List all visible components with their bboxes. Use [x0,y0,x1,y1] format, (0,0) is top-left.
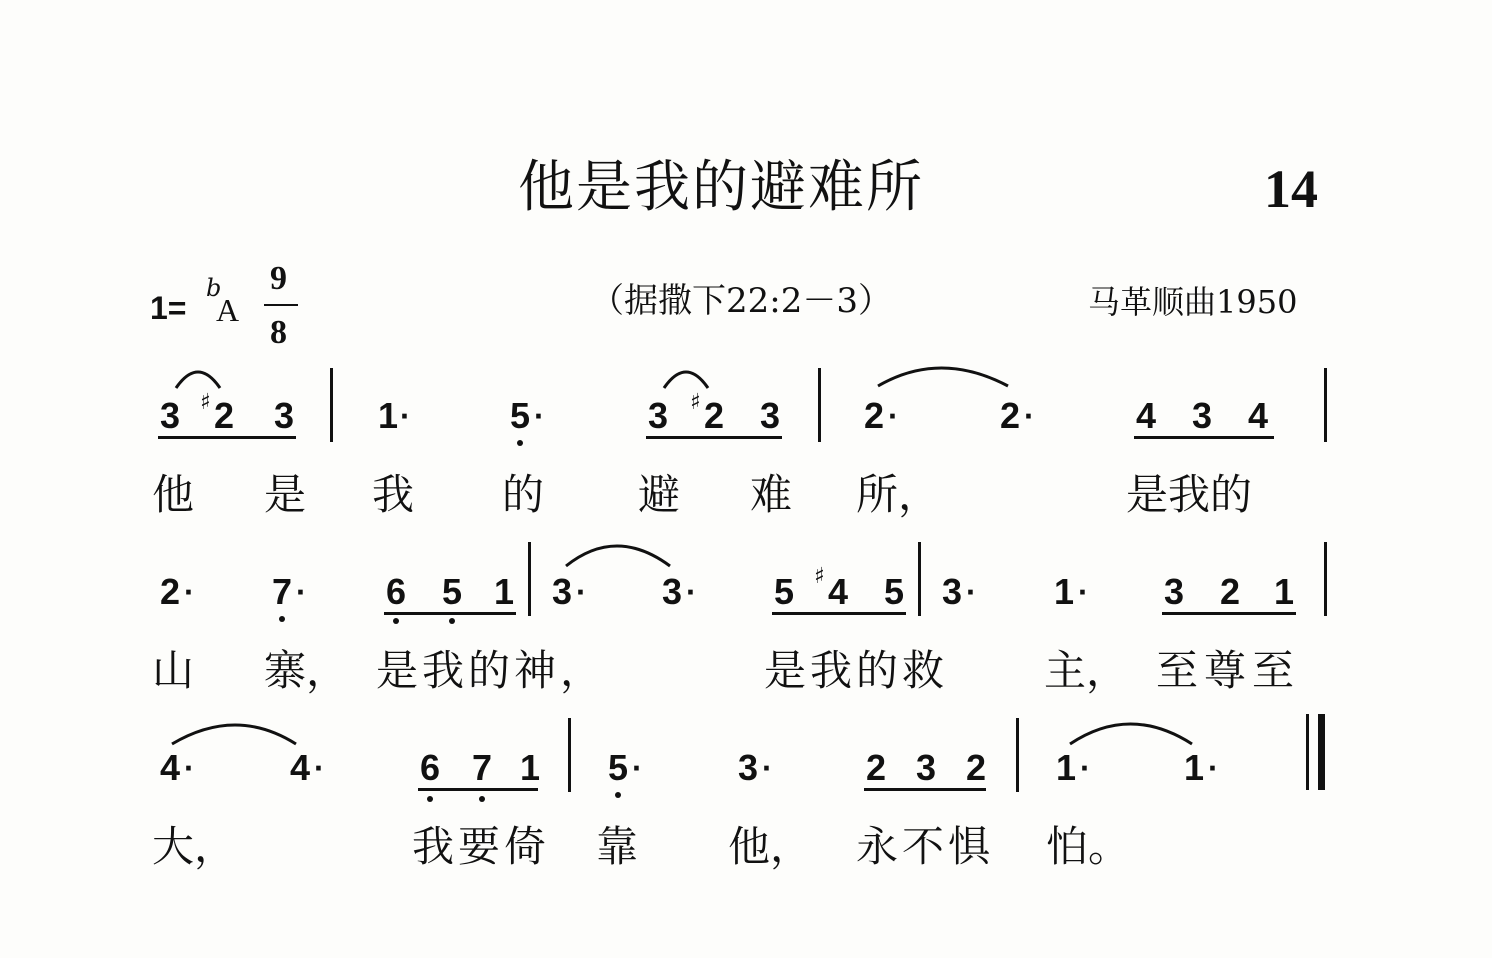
note: 2 [966,747,987,788]
lyric: 是 [264,470,307,519]
lyric: 永不惧 [856,822,995,871]
song-number: 14 [1264,159,1318,219]
note: 2 [866,747,887,788]
tie [172,725,296,744]
sharp-sign: ♯ [690,390,701,415]
note: 2 [214,395,235,436]
sharp-sign: ♯ [200,390,211,415]
song-title: 他是我的避难所 [518,155,924,220]
duration-dot: · [400,398,411,434]
lyric: 是我的救 [764,646,949,695]
composer-credit: 马革顺曲1950 [1088,283,1298,321]
note: 2 [1000,395,1021,436]
note: 2 [864,395,885,436]
note: 3 [160,395,181,436]
tie [566,546,670,566]
lyric: 我 [372,470,415,519]
lyric: 怕。 [1046,822,1131,871]
note: 4 [1136,395,1157,436]
duration-dot: · [632,750,643,786]
note: 2 [160,571,181,612]
duration-dot: · [184,750,195,786]
tie [878,368,1008,386]
key-signature-label: 1= [150,290,187,326]
note: 6 [420,747,441,788]
note: 3 [552,571,573,612]
note: 1 [378,395,399,436]
scripture-source: （据撒下22:2－3） [590,281,892,321]
note: 7 [272,571,293,612]
duration-dot: · [762,750,773,786]
note: 7 [472,747,493,788]
slur [176,372,220,388]
lyric: 寨， [264,646,349,695]
duration-dot: · [314,750,325,786]
sharp-sign: ♯ [814,564,825,589]
note: 3 [738,747,759,788]
duration-dot: · [966,574,977,610]
duration-dot: · [296,574,307,610]
note: 2 [704,395,725,436]
lyric: 的 [502,470,545,519]
duration-dot: · [184,574,195,610]
note: 2 [1220,571,1241,612]
lyric: 大， [152,822,237,871]
note: 5 [510,395,531,436]
lyric: 我要倚 [412,822,551,871]
note: 5 [774,571,795,612]
lyric: 主， [1044,646,1129,695]
note: 5 [442,571,463,612]
note: 3 [274,395,295,436]
note: 3 [1192,395,1213,436]
time-signature-top: 9 [270,260,287,297]
note: 3 [1164,571,1185,612]
note: 4 [1248,395,1269,436]
note: 3 [942,571,963,612]
note: 1 [494,571,515,612]
note: 6 [386,571,407,612]
duration-dot: · [1078,574,1089,610]
duration-dot: · [1080,750,1091,786]
duration-dot: · [534,398,545,434]
note: 1 [520,747,541,788]
duration-dot: · [576,574,587,610]
note: 5 [884,571,905,612]
flat-symbol: b [206,274,222,302]
duration-dot: · [686,574,697,610]
note: 3 [662,571,683,612]
duration-dot: · [888,398,899,434]
key-note: A [216,292,240,328]
lyric: 难 [750,470,793,519]
lyric: 他 [152,470,195,519]
note: 4 [290,747,311,788]
lyric: 所， [856,470,941,519]
note: 3 [648,395,669,436]
duration-dot: · [1208,750,1219,786]
lyric: 是我的神， [376,646,607,695]
note: 4 [160,747,181,788]
tie [1070,724,1192,744]
duration-dot: · [1024,398,1035,434]
lyric: 他， [728,822,813,871]
note: 4 [828,571,849,612]
lyric: 至尊至 [1156,646,1301,695]
lyric: 山 [152,646,195,695]
slur [664,372,708,388]
lyric: 靠 [596,822,639,871]
note: 1 [1056,747,1077,788]
note: 1 [1054,571,1075,612]
time-signature-bottom: 8 [270,314,287,351]
note: 5 [608,747,629,788]
note: 3 [916,747,937,788]
note: 1 [1184,747,1205,788]
lyric: 避 [638,470,681,519]
note: 3 [760,395,781,436]
lyric: 是我的 [1126,470,1253,519]
note: 1 [1274,571,1295,612]
